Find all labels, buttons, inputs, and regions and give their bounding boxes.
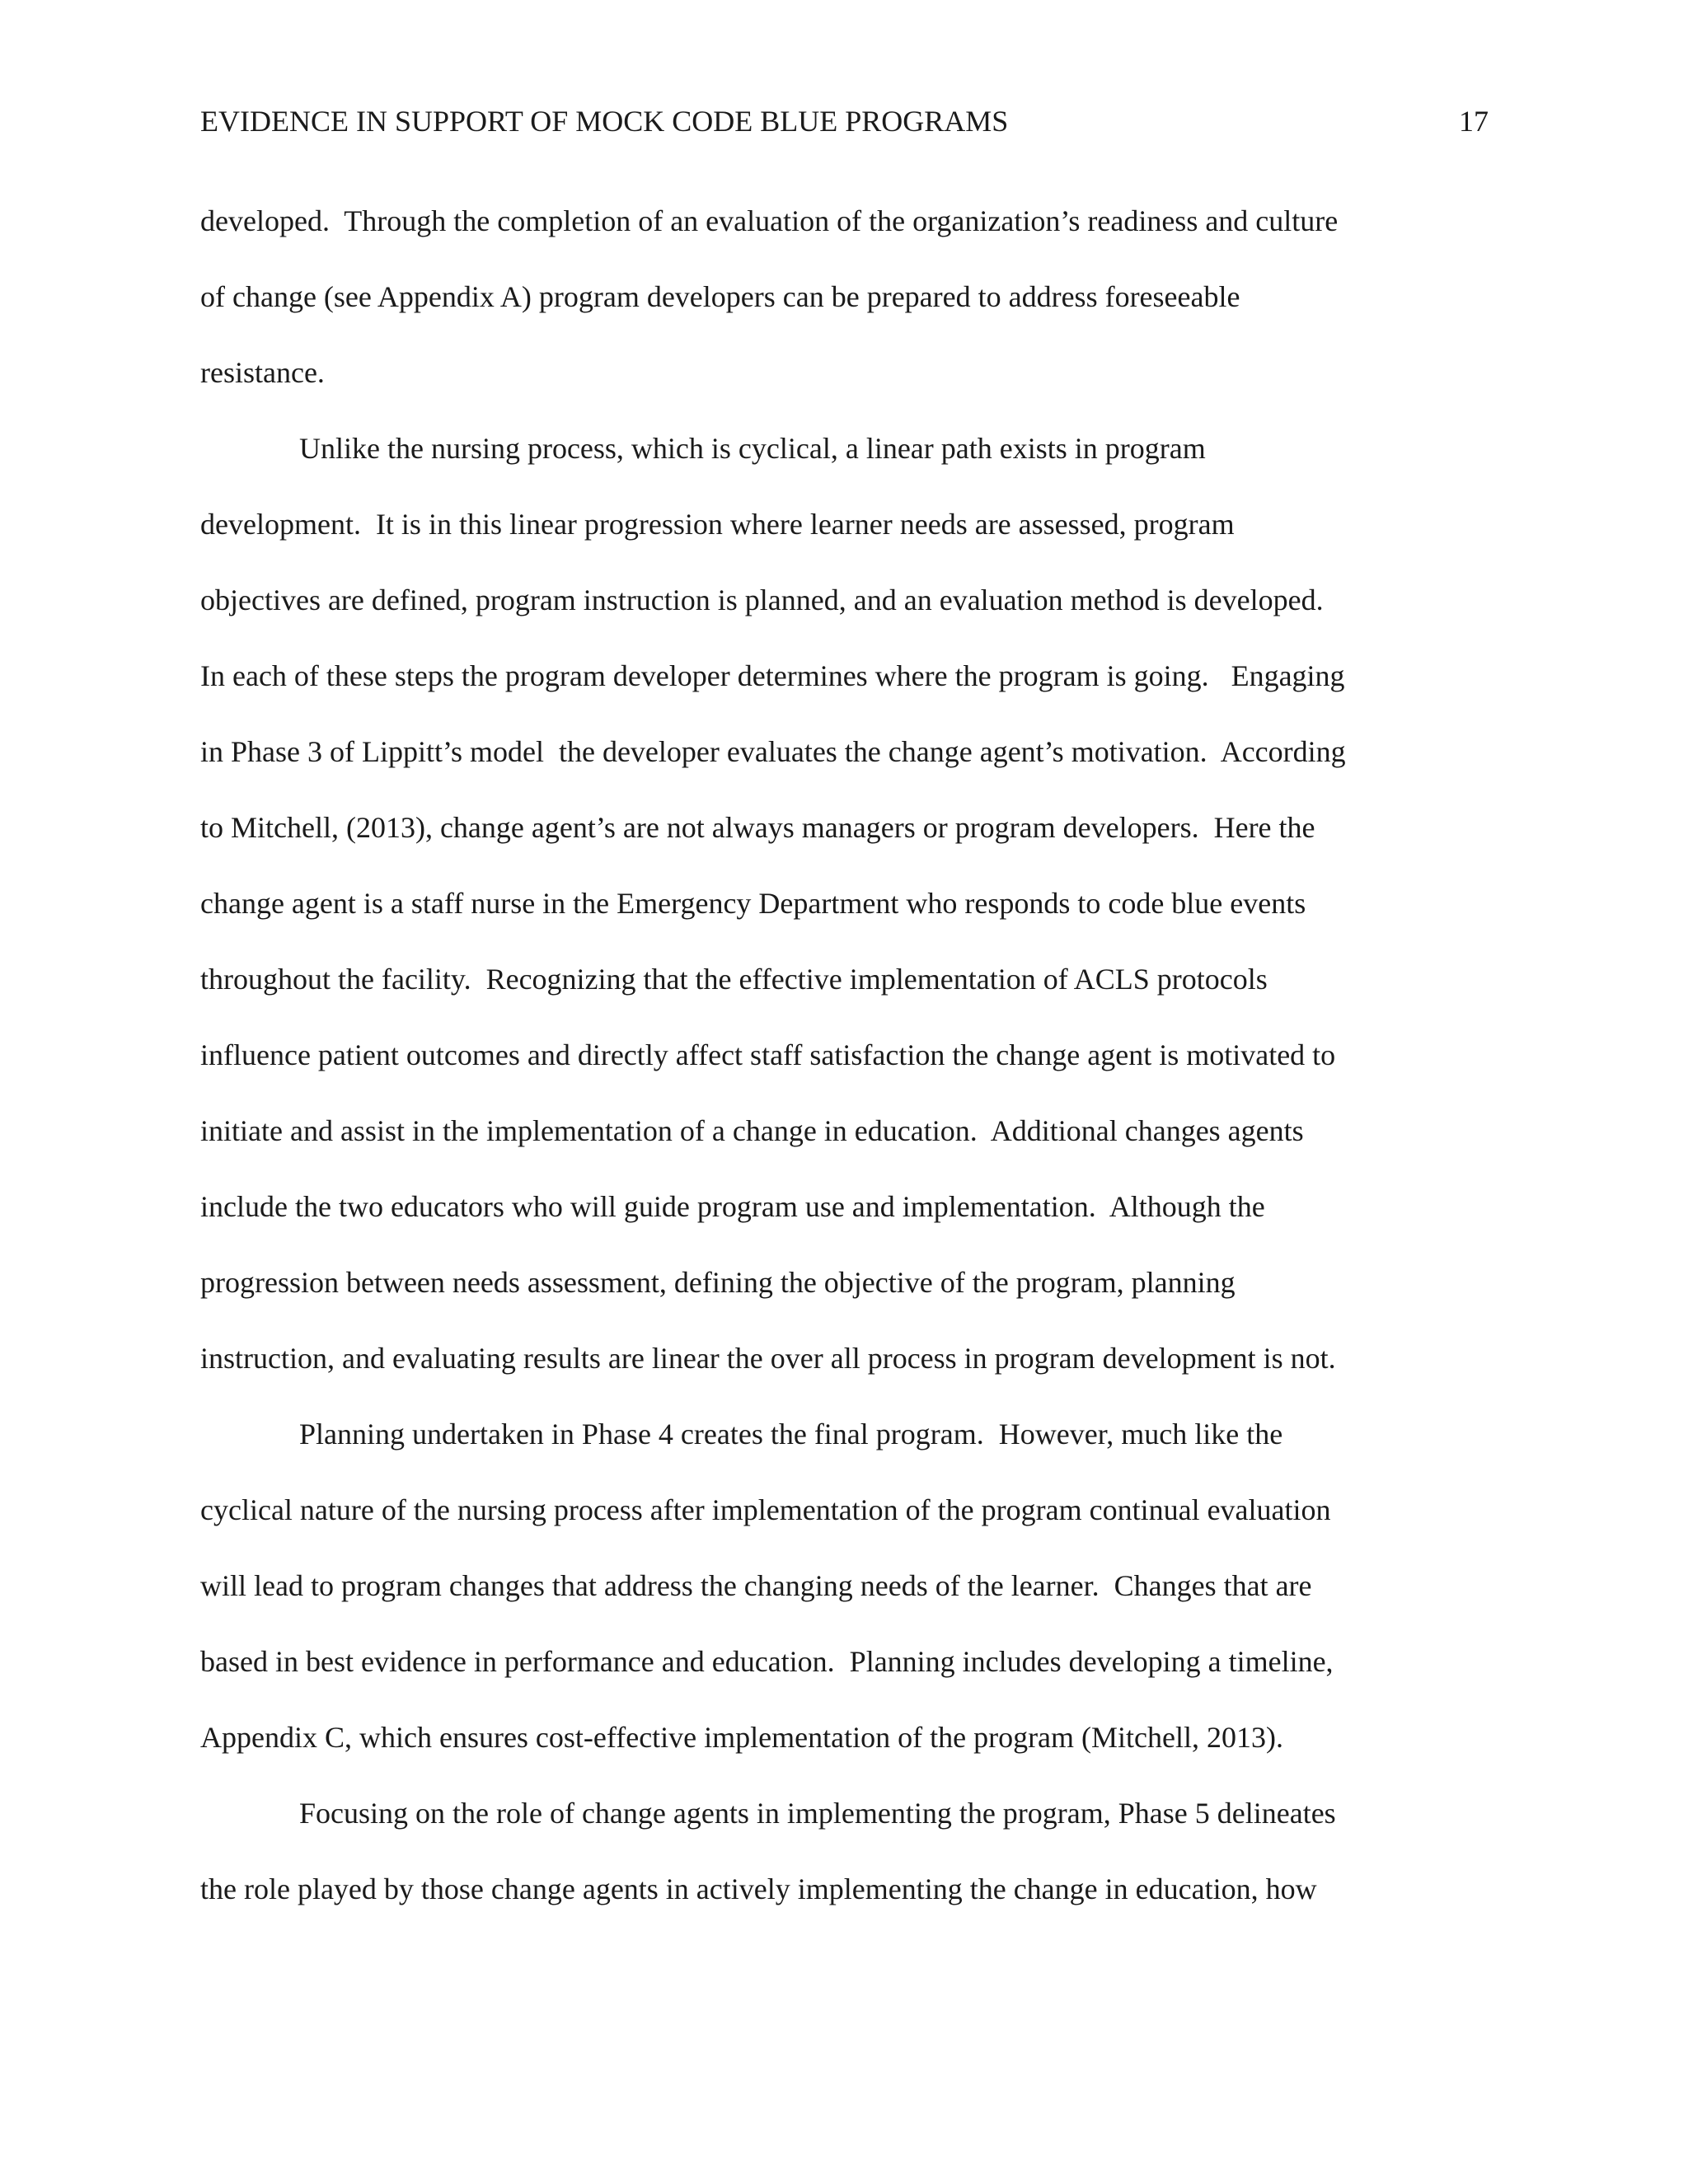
text-line: progression between needs assessment, defining the objective of the program, planning [200, 1266, 1236, 1299]
running-head [200, 101, 1489, 142]
page-number: 17 [1459, 105, 1489, 138]
text-line: initiate and assist in the implementation of a change in education. Additional changes agents [200, 1114, 1304, 1147]
text-line: include the two educators who will guide program use and implementation. Although the [200, 1190, 1265, 1223]
text-line: based in best evidence in performance and education. Planning includes developing a timeline, [200, 1645, 1334, 1678]
running-head-title: EVIDENCE IN SUPPORT OF MOCK CODE BLUE PROGRAMS [200, 105, 1009, 138]
body-text [200, 200, 1494, 1944]
text-line: change agent is a staff nurse in the Emergency Department who responds to code blue events [200, 887, 1306, 920]
text-line: instruction, and evaluating results are linear the over all process in program development is not. [200, 1342, 1336, 1375]
text-line: throughout the facility. Recognizing that the effective implementation of ACLS protocols [200, 963, 1268, 996]
text-line: to Mitchell, (2013), change agent’s are not always managers or program developers. Here the [200, 811, 1315, 844]
text-line: Unlike the nursing process, which is cyclical, a linear path exists in program [299, 432, 1206, 465]
text-line: Focusing on the role of change agents in implementing the program, Phase 5 delineates [299, 1797, 1336, 1830]
text-line: the role played by those change agents in actively implementing the change in education, how [200, 1872, 1317, 1905]
text-line: will lead to program changes that address the changing needs of the learner. Changes that are [200, 1569, 1312, 1602]
text-line: objectives are defined, program instruction is planned, and an evaluation method is developed. [200, 583, 1324, 616]
text-line: of change (see Appendix A) program developers can be prepared to address foreseeable [200, 280, 1240, 313]
text-line: cyclical nature of the nursing process after implementation of the program continual evaluation [200, 1493, 1331, 1526]
text-line: Appendix C, which ensures cost-effective implementation of the program (Mitchell, 2013). [200, 1721, 1283, 1754]
text-line: resistance. [200, 356, 325, 389]
text-line: in Phase 3 of Lippitt’s model the developer evaluates the change agent’s motivation. According [200, 735, 1346, 768]
text-line: Planning undertaken in Phase 4 creates the final program. However, much like the [299, 1418, 1283, 1451]
text-line: In each of these steps the program developer determines where the program is going. Engaging [200, 659, 1345, 692]
text-line: developed. Through the completion of an evaluation of the organization’s readiness and culture [200, 204, 1339, 237]
text-line: development. It is in this linear progression where learner needs are assessed, program [200, 508, 1235, 541]
text-line: influence patient outcomes and directly affect staff satisfaction the change agent is motivated to [200, 1038, 1336, 1071]
